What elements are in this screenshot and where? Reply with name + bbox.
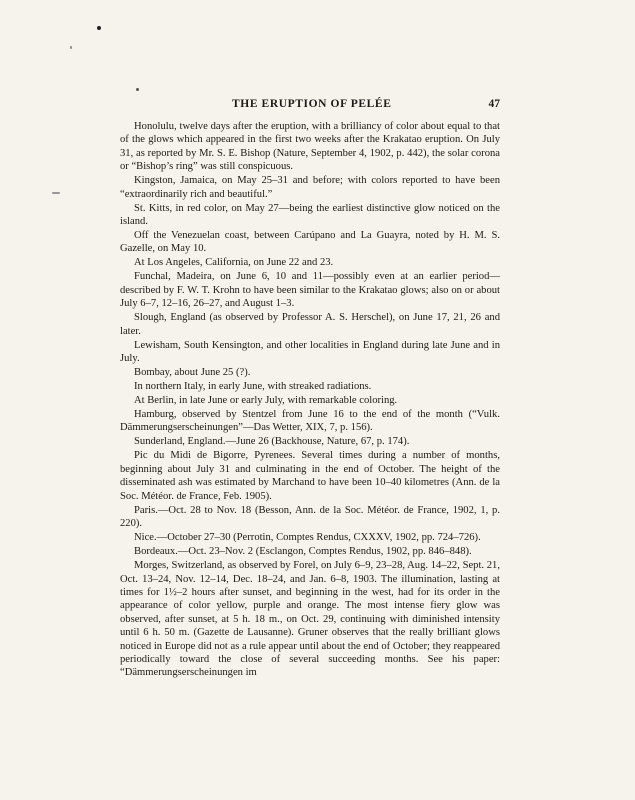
paragraph: Pic du Midi de Bigorre, Pyrenees. Several times during a number of months, beginning about July 31 and culminating in the end of October. The height of the disseminated ash was estimated by Marchand to have been 10–40 kilometres (Ann. de la Soc. Météor. de France, Feb. 1905). (120, 450, 500, 502)
paragraph: Off the Venezuelan coast, between Carúpano and La Guayra, noted by H. M. S. Gazelle, on May 10. (120, 230, 500, 255)
paragraph: St. Kitts, in red color, on May 27—being the earliest distinctive glow noticed on the island. (120, 202, 500, 228)
paragraph: Nice.—October 27–30 (Perrotin, Comptes Rendus, CXXXV, 1902, pp. 724–726). (134, 532, 481, 544)
paragraph: Morges, Switzerland, as observed by Forel, on July 6–9, 23–28, Aug. 14–22, Sept. 21, Oct. 13–24, Nov. 12–14, Dec. 18–24, and Jan. 6–8, 1903. The illumination, lasting at times for 1½–2 hours after sunset, and beginning in the west, had for its order in the appearance of color yellow, purple and orange. The most intense fiery glow was observed, after sunset, at 5 h. 18 m., on Oct. 29, continuing with diminished intensity until 6 h. 50 m. (Gazette de Lausanne). Gruner observes that the really brilliant glows noticed in Europe did not as a rule appear until about the end of October; they reappeared periodically toward the close of several succeeding months. See his paper: “Dämmerungserscheinungen im (120, 560, 500, 679)
paragraph: Sunderland, England.—June 26 (Backhouse, Nature, 67, p. 174). (134, 436, 410, 448)
paragraph: At Berlin, in late June or early July, with remarkable coloring. (134, 395, 398, 407)
running-head (120, 98, 500, 114)
running-title: THE ERUPTION OF PELÉE (232, 98, 392, 110)
margin-speck (52, 192, 60, 194)
paragraph: Hamburg, observed by Stentzel from June 16 to the end of the month (“Vulk. Dämmerungserscheinungen”—Das Wetter, XIX, 7, p. 156). (120, 409, 500, 434)
body-text (120, 120, 500, 680)
paragraph: In northern Italy, in early June, with streaked radiations. (134, 381, 372, 393)
paragraph: Bordeaux.—Oct. 23–Nov. 2 (Esclangon, Comptes Rendus, 1902, pp. 846–848). (134, 546, 472, 558)
paragraph: Paris.—Oct. 28 to Nov. 18 (Besson, Ann. de la Soc. Météor. de France, 1902, 1, p. 220). (120, 504, 500, 530)
margin-speck (97, 26, 101, 30)
paragraph: Bombay, about June 25 (?). (134, 367, 251, 379)
paragraph: Lewisham, South Kensington, and other localities in England during late June and in July. (120, 339, 500, 365)
paragraph: Honolulu, twelve days after the eruption, with a brilliancy of color about equal to that of the glows which appeared in the first two weeks after the Krakatao eruption. On July 31, as reported by Mr. S. E. Bishop (Nature, September 4, 1902, p. 442), the solar corona or “Bishop’s ring” was still conspicuous. (120, 121, 500, 173)
page-number: 47 (488, 98, 500, 110)
margin-speck (136, 88, 139, 91)
paragraph: Funchal, Madeira, on June 6, 10 and 11—possibly even at an earlier period—described by F. W. T. Krohn to have been similar to the Krakatao glows; also on or about July 6–7, 12–16, 26–27, and August 1–3. (120, 271, 500, 310)
paragraph: At Los Angeles, California, on June 22 and 23. (134, 257, 334, 269)
paragraph: Slough, England (as observed by Professor A. S. Herschel), on June 17, 21, 26 and later. (120, 312, 500, 337)
paragraph: Kingston, Jamaica, on May 25–31 and before; with colors reported to have been “extraordinarily rich and beautiful.” (120, 175, 500, 200)
margin-speck (70, 46, 72, 49)
